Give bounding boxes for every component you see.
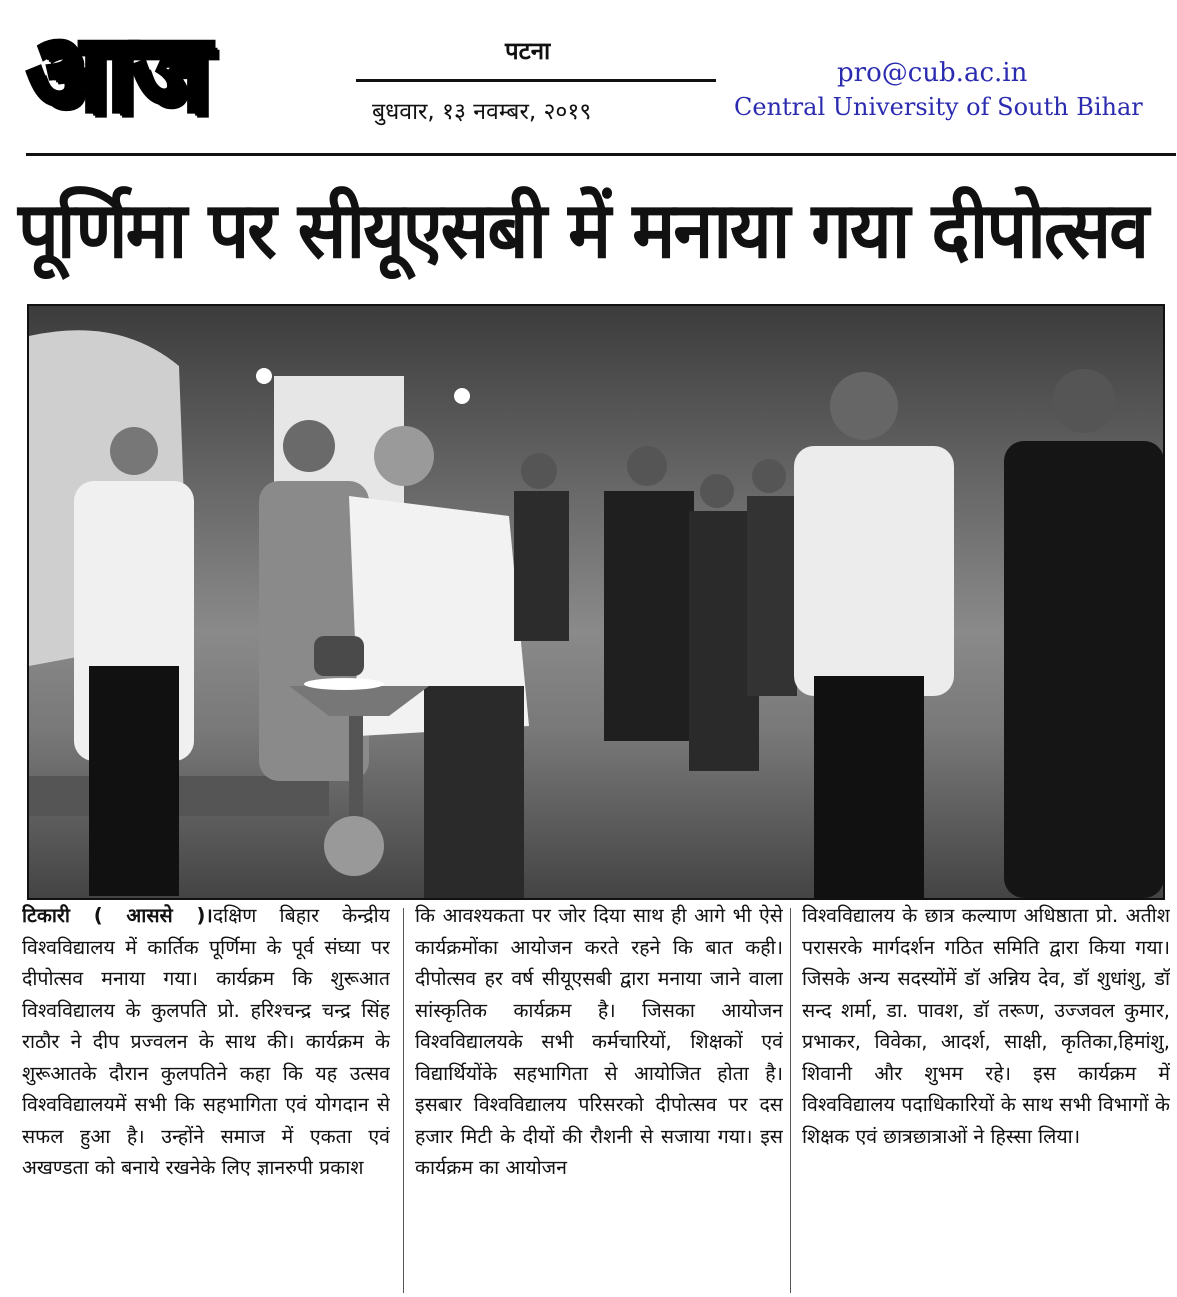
edition-city: पटना bbox=[505, 37, 551, 65]
contact-email: pro@cub.ac.in bbox=[837, 58, 1028, 88]
article-dateline: टिकारी ( आससे )। bbox=[22, 904, 213, 927]
masthead-divider bbox=[356, 79, 716, 82]
header-rule bbox=[26, 153, 1176, 156]
column-divider bbox=[403, 908, 404, 1293]
column-1-text: दक्षिण बिहार केन्द्रीय विश्वविद्यालय में कार्तिक पूर्णिमा के पूर्व संघ्या पर दीपोत्सव मनाया गया। कार्यक्रम कि शुरूआत विश्वविद्यालय के कुलपति प्रो. हरिश्चन्द्र चन्द्र सिंह राठौर ने दीप प्रज्वलन के साथ की। कार्यक्रम के शुरूआतके दौरान कुलपतिने कहा कि यह उत्सव विश्वविद्यालयमें सभी कि सहभागिता एवं योगदान से सफल हुआ है। उन्होंने समाज में एकता एवं अखण्डता को बनाये रखनेके लिए ज्ञानरुपी प्रकाश bbox=[22, 904, 390, 1179]
photo-illustration bbox=[29, 306, 1163, 898]
edition-date: बुधवार, १३ नवम्बर, २०१९ bbox=[372, 99, 592, 125]
masthead bbox=[0, 0, 1177, 150]
newspaper-logo: आज bbox=[28, 12, 208, 134]
university-name: Central University of South Bihar bbox=[734, 93, 1143, 121]
column-divider bbox=[790, 908, 791, 1293]
article-column-2: कि आवश्यकता पर जोर दिया साथ ही आगे भी ऐसे कार्यक्रमोंका आयोजन करते रहने कि बात कही। दीपोत्सव हर वर्ष सीयूएसबी द्वारा मनाया जाने वाला सांस्कृतिक कार्यक्रम है। जिसका आयोजन विश्वविद्यालयके सभी कर्मचारियों, शिक्षकों एवं विद्यार्थियोंके सहभागिता से आयोजित होता है। इसबार विश्वविद्यालय परिसरको दीपोत्सव पर दस हजार मिटी के दीयों की रौशनी से सजाया गया। इस कार्यक्रम का आयोजन bbox=[415, 904, 783, 1179]
article-body bbox=[22, 900, 1172, 1297]
article-column-1 bbox=[22, 900, 390, 1297]
headline: पूर्णिमा पर सीयूएसबी में मनाया गया दीपोत्सव bbox=[18, 184, 1148, 276]
news-photo bbox=[27, 304, 1165, 900]
article-column-3: विश्वविद्यालय के छात्र कल्याण अधिष्ठाता प्रो. अतीश परासरके मार्गदर्शन गठित समिति द्वारा किया गया। जिसके अन्य सदस्योंमें डॉ अन्निय देव, डॉ शुधांशु, डॉ सन्द शर्मा, डा. पावश, डॉ तरूण, उज्जवल कुमार, प्रभाकर, विवेका, आदर्श, साक्षी, कृतिका,हिमांशु, शिवानी और शुभम रहे। इस कार्यक्रम में विश्वविद्यालय पदाधिकारियों के साथ सभी विभागों के शिक्षक एवं छात्रछात्राओं ने हिस्सा लिया। bbox=[802, 904, 1170, 1148]
